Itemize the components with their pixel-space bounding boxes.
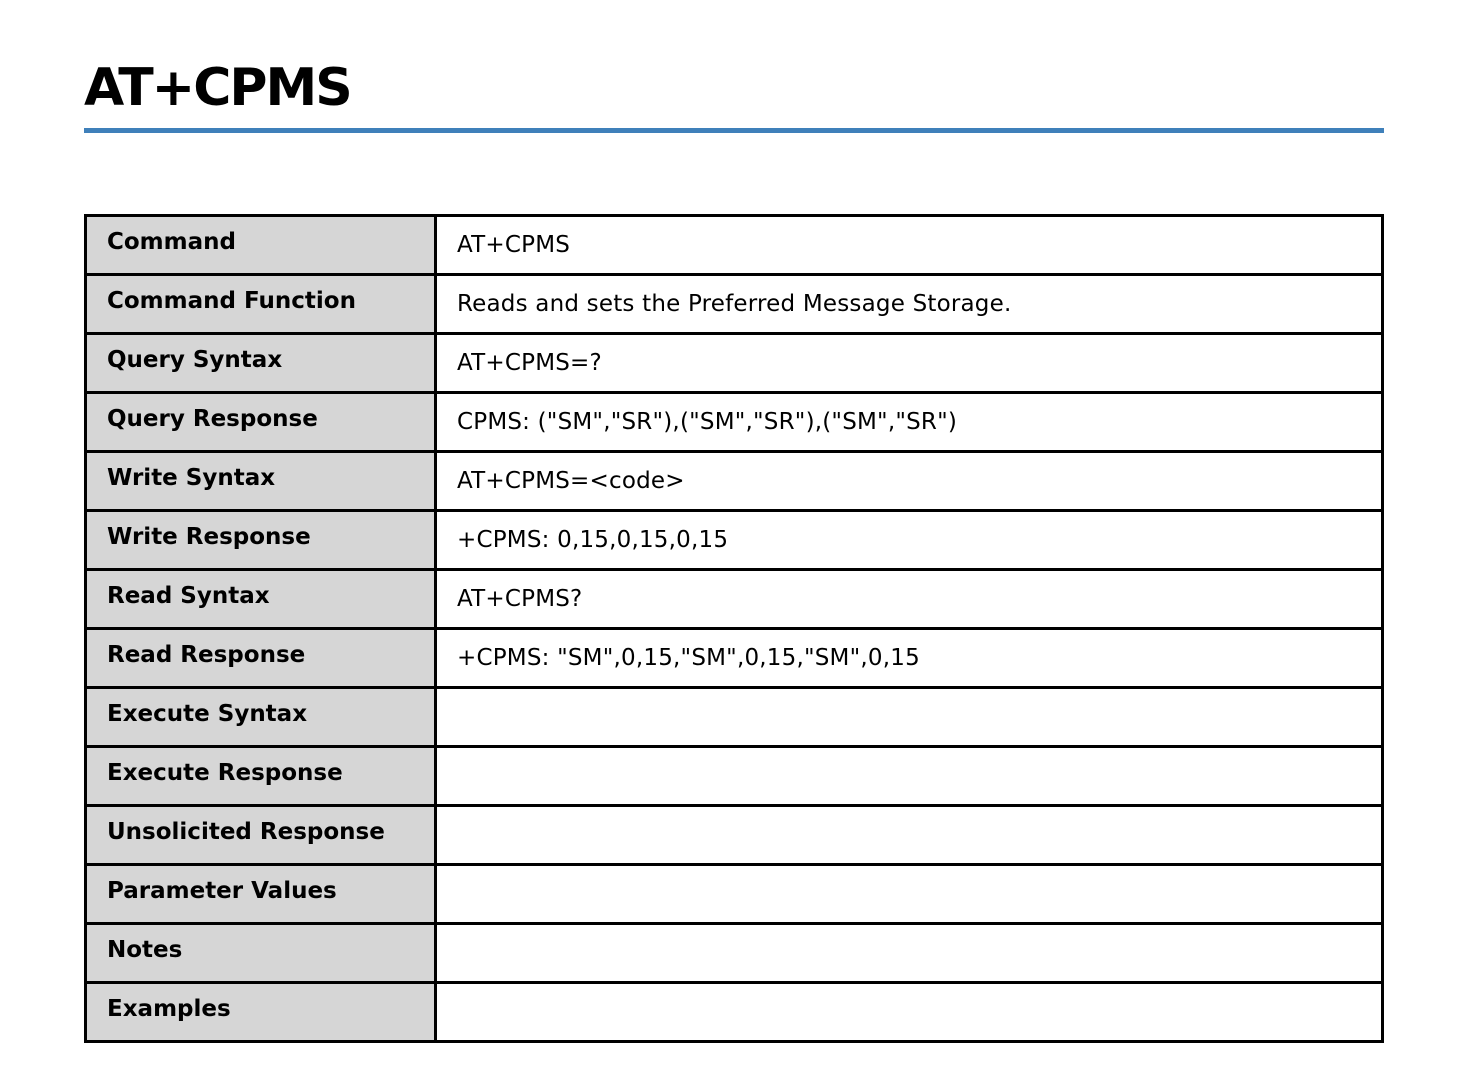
row-value: AT+CPMS=? — [436, 334, 1383, 393]
table-row-examples — [86, 983, 1383, 1042]
row-value: AT+CPMS — [436, 216, 1383, 275]
row-label: Command Function — [86, 275, 436, 334]
page-title: AT+CPMS — [84, 58, 351, 118]
row-label: Examples — [86, 983, 436, 1042]
row-label: Parameter Values — [86, 865, 436, 924]
row-value: AT+CPMS=<code> — [436, 452, 1383, 511]
table-row-execute-syntax — [86, 688, 1383, 747]
title-divider — [84, 128, 1384, 133]
row-value — [436, 983, 1383, 1042]
table-row-notes — [86, 924, 1383, 983]
table-row-write-syntax — [86, 452, 1383, 511]
row-label: Notes — [86, 924, 436, 983]
command-spec-table — [84, 214, 1384, 1043]
table-row-read-syntax — [86, 570, 1383, 629]
table-row-write-response — [86, 511, 1383, 570]
table-row-query-syntax — [86, 334, 1383, 393]
row-label: Command — [86, 216, 436, 275]
row-value — [436, 806, 1383, 865]
table-row-read-response — [86, 629, 1383, 688]
row-label: Query Response — [86, 393, 436, 452]
row-value — [436, 865, 1383, 924]
row-label: Write Response — [86, 511, 436, 570]
row-label: Write Syntax — [86, 452, 436, 511]
row-value — [436, 688, 1383, 747]
row-label: Read Syntax — [86, 570, 436, 629]
table-row-execute-response — [86, 747, 1383, 806]
row-value: AT+CPMS? — [436, 570, 1383, 629]
row-label: Unsolicited Response — [86, 806, 436, 865]
row-label: Execute Response — [86, 747, 436, 806]
table-row-command-function — [86, 275, 1383, 334]
row-label: Execute Syntax — [86, 688, 436, 747]
table-row-command — [86, 216, 1383, 275]
table-row-parameter-values — [86, 865, 1383, 924]
row-value — [436, 747, 1383, 806]
row-label: Query Syntax — [86, 334, 436, 393]
row-value: +CPMS: 0,15,0,15,0,15 — [436, 511, 1383, 570]
row-value: CPMS: ("SM","SR"),("SM","SR"),("SM","SR") — [436, 393, 1383, 452]
row-label: Read Response — [86, 629, 436, 688]
row-value: +CPMS: "SM",0,15,"SM",0,15,"SM",0,15 — [436, 629, 1383, 688]
row-value: Reads and sets the Preferred Message Storage. — [436, 275, 1383, 334]
table-row-query-response — [86, 393, 1383, 452]
row-value — [436, 924, 1383, 983]
table-row-unsolicited-response — [86, 806, 1383, 865]
